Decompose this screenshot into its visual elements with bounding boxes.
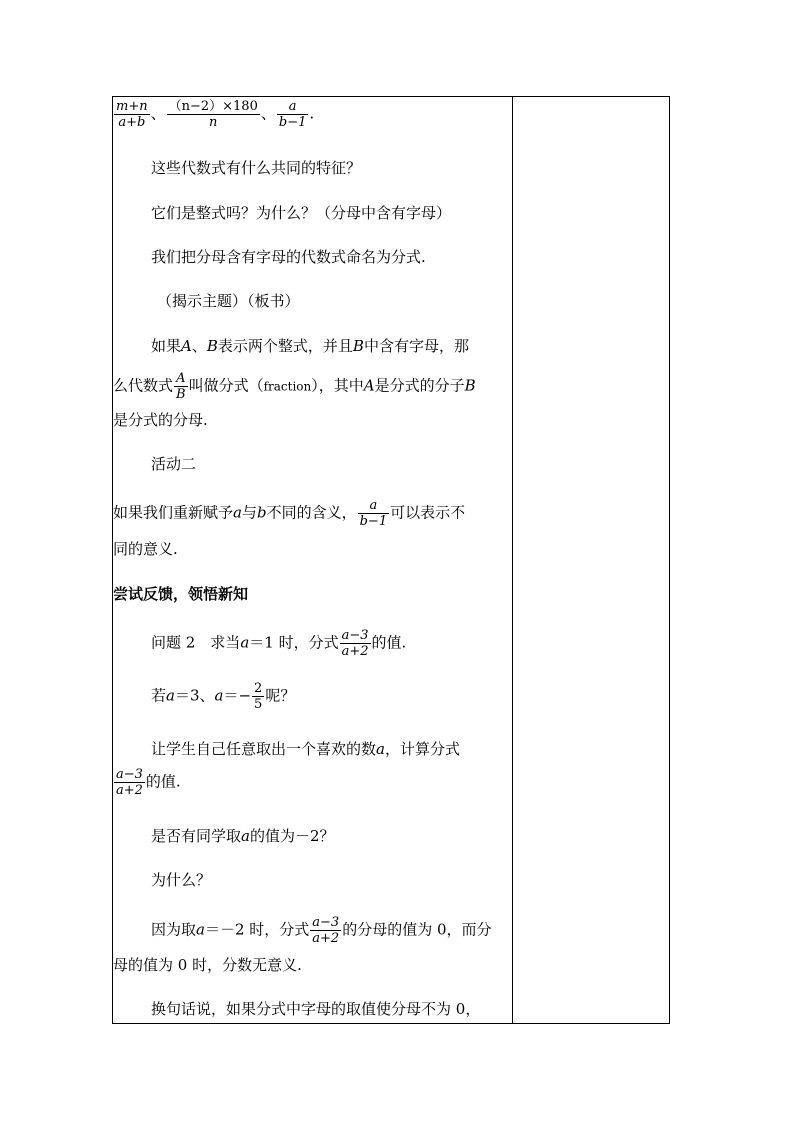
paragraph: 是分式的分母. — [113, 411, 208, 429]
fraction-numerator: a — [288, 99, 297, 114]
fraction-denominator: a+b — [118, 115, 146, 130]
paragraph: 是否有同学取a的值为－2？ — [151, 827, 335, 845]
fraction-a-minus-3: $\frac{a-3}{a+2}$ — [312, 915, 340, 946]
column-divider — [512, 96, 513, 1024]
paragraph: 它们是整式吗？为什么？（分母中含有字母） — [151, 204, 452, 222]
paragraph: 为什么？ — [151, 871, 212, 889]
separator: 、 — [150, 104, 166, 123]
fraction-2 — [167, 99, 260, 130]
fraction-denominator: n — [209, 115, 218, 130]
fraction-2-over-5: $\frac{2}{5}$ — [254, 681, 263, 712]
content-cell — [113, 97, 511, 1023]
paragraph: 换句话说，如果分式中字母的取值使分母不为 0， — [151, 1000, 481, 1018]
period: . — [309, 104, 315, 123]
fraction-numerator: m+n — [116, 99, 148, 114]
problem-2-followup: 若a＝3、a＝− $\frac{2}{5}$ 呢？ — [151, 681, 296, 712]
fraction-a-over-b-minus-1: $\frac{a}{b-1}$ — [359, 498, 388, 529]
activity-line-1: 如果我们重新赋予a与b不同的含义， $\frac{a}{b-1}$ 可以表示不 — [113, 498, 466, 529]
definition-line-1: 如果A、B表示两个整式，并且B中含有字母，那 — [151, 337, 469, 355]
fraction-a-minus-3: $\frac{a-3}{a+2}$ — [116, 767, 143, 798]
problem-2: 问题 2 求当a＝1 时，分式 $\frac{a-3}{a+2}$ 的值. — [151, 628, 407, 659]
definition-line-2: 么代数式 $\frac{A}{B}$ 叫做分式（fraction），其中A是分式的分子B — [113, 371, 476, 402]
fraction-problem-2: $\frac{a-3}{a+2}$ — [341, 628, 369, 659]
paragraph: 让学生自己任意取出一个喜欢的数a，计算分式 — [151, 740, 460, 758]
paragraph: 我们把分母含有字母的代数式命名为分式. — [151, 248, 426, 266]
section-heading: 尝试反馈，领悟新知 — [113, 585, 249, 603]
separator: 、 — [260, 104, 276, 123]
fraction-line: $\frac{a-3}{a+2}$ 的值. — [116, 767, 181, 798]
fraction-1 — [114, 99, 150, 130]
paragraph: （揭示主题）（板书） — [157, 292, 300, 310]
activity-title: 活动二 — [151, 455, 197, 473]
explanation-line-1: 因为取a＝－2 时，分式 $\frac{a-3}{a+2}$ 的分母的值为 0，而分 — [151, 915, 492, 946]
fraction-3 — [277, 99, 309, 130]
fraction-a-over-b: $\frac{A}{B}$ — [176, 371, 186, 402]
paragraph: 母的值为 0 时，分数无意义. — [113, 956, 302, 974]
fraction-numerator: （n−2）×180 — [168, 99, 258, 114]
paragraph: 这些代数式有什么共同的特征？ — [151, 159, 362, 177]
paragraph: 同的意义. — [113, 540, 178, 558]
fraction-examples — [113, 99, 314, 130]
fraction-denominator: b−1 — [278, 115, 307, 130]
